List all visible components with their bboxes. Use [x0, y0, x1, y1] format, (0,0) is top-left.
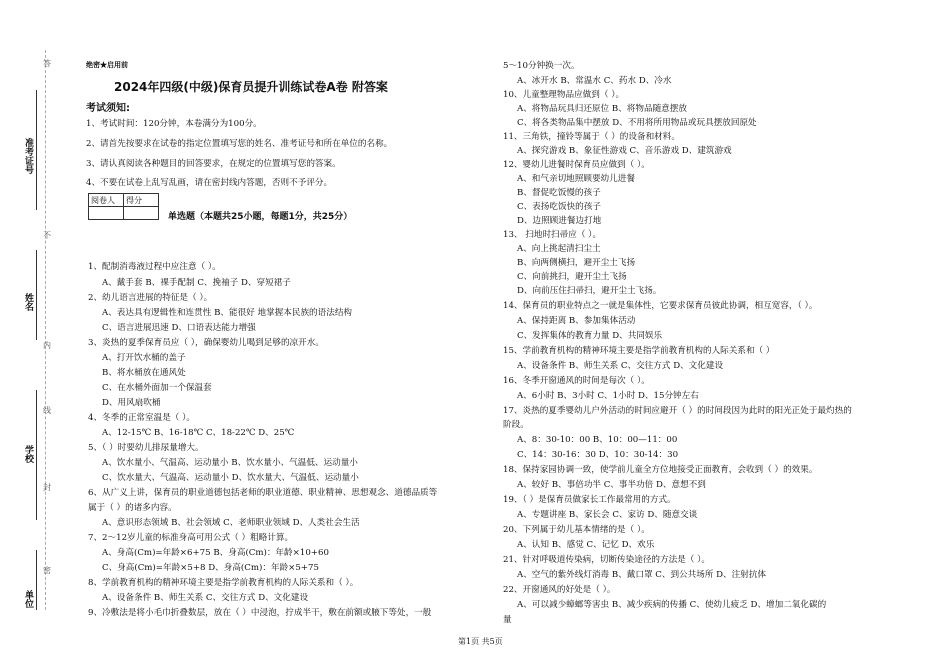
- page-title: 2024年四级(中级)保育员提升训练试卷A卷 附答案: [114, 80, 388, 94]
- option-line: A、戴手套 B、裸手配制 C、挽袖子 D、穿短裙子: [102, 278, 291, 288]
- reviewer-header: 阅卷人: [89, 194, 124, 207]
- label-unit: 单位: [23, 590, 33, 608]
- question-line: 11、三角铁，撞铃等属于（ ）的设备和材料。: [503, 132, 680, 142]
- note-item: 4、不要在试卷上乱写乱画，请在密封线内答题，否则不予评分。: [86, 178, 333, 188]
- question-line: 8、学前教育机构的精神环境主要是指学前教育机构的人际关系和（ ）。: [88, 578, 359, 588]
- label-name: 姓名: [23, 293, 33, 311]
- option-line: C、饮水量大、气温高、运动量小 D、饮水量大、气温低、运动量小: [102, 473, 359, 483]
- option-line: C、表扬吃饭快的孩子: [517, 202, 601, 212]
- option-line: 量: [503, 615, 512, 625]
- question-line: 21、针对呼吸道传染病，切断传染途径的方法是（ ）。: [503, 555, 711, 565]
- option-line: A、8：30-10：00 B、10：00—11：00: [517, 435, 678, 445]
- question-line: 4、冬季的正常室温是（ ）。: [88, 413, 196, 423]
- reviewer-cell[interactable]: [89, 207, 124, 220]
- option-line: A、饮水量小、气温高、运动量小 B、饮水量小、气温低、运动量小: [102, 458, 358, 468]
- secret-label: 绝密★启用前: [86, 60, 128, 69]
- option-line: A、较好 B、事倍功半 C、事半功倍 D、意想不到: [517, 480, 706, 490]
- option-line: A、12-15℃ B、16-18℃ C、18-22℃ D、25℃: [102, 428, 295, 438]
- option-line: B、督促吃饭慢的孩子: [517, 188, 601, 198]
- option-line: D、边照顾进餐边打地: [517, 216, 602, 226]
- name-underline: [36, 250, 37, 340]
- question-line: 属于（ ）的诸多内容。: [88, 503, 177, 513]
- option-line: C、向前挑扫，避开尘土飞扬: [517, 272, 627, 282]
- label-exam-number: 准考证号: [23, 138, 33, 174]
- option-line: A、可以减少蟑螂等害虫 B、减少疾病的传播 C、使幼儿疲乏 D、增加二氧化碳的: [517, 600, 827, 610]
- question-line: 19、（ ）是保育员做家长工作最常用的方式。: [503, 495, 676, 505]
- score-header: 得分: [124, 194, 159, 207]
- exam-number-underline: [36, 90, 37, 210]
- option-line: A、空气的紫外线灯消毒 B、戴口罩 C、到公共场所 D、注射抗体: [517, 570, 767, 580]
- option-line: A、表达具有逻辑性和连贯性 B、能很好 地掌握本民族的语法结构: [102, 308, 353, 318]
- question-line: 2、幼儿语言进展的特征是（ ）。: [88, 293, 213, 303]
- option-line: C、发挥集体的教育力量 D、共同娱乐: [517, 331, 663, 341]
- option-line: A、和气亲切地照顾要幼儿进餐: [517, 174, 635, 184]
- question-line: 16、冬季开窗通风的时间是每次（ ）。: [503, 376, 650, 386]
- label-school: 学校: [23, 445, 33, 463]
- section-heading: 单选题（本题共25小题，每题1分，共25分）: [168, 212, 353, 222]
- option-line: D、用风扇吹桶: [102, 398, 161, 408]
- school-underline: [36, 390, 37, 520]
- question-line: 18、保持家园协调一致，使学前儿童全方位地接受正面教育，会收到（ ）的效果。: [503, 465, 818, 475]
- option-line: A、打开饮水桶的盖子: [102, 353, 186, 363]
- option-line: A、探究游戏 B、象征性游戏 C、音乐游戏 D、建筑游戏: [517, 146, 732, 156]
- question-line: 14、保育员的职业特点之一就是集体性，它要求保育员彼此协调，相互宽容，（ ）。: [503, 301, 818, 311]
- question-line: 1、配制消毒液过程中应注意（ ）。: [88, 262, 221, 272]
- seal-mark-2: 不: [43, 231, 51, 240]
- question-line: 12、婴幼儿进餐时保育员应做到（ ）。: [503, 160, 650, 170]
- question-line: 7、2～12岁儿童的标准身高可用公式（ ）粗略计算。: [88, 533, 294, 543]
- option-line: C、14：30-16：30 D、10：30-14：30: [517, 450, 679, 460]
- question-line: 5、（ ）时要幼儿排尿量增大。: [88, 443, 204, 453]
- seal-mark-6: 密: [43, 566, 51, 575]
- question-line: 10、儿童整理物品应做到（ ）。: [503, 90, 625, 100]
- question-line: 9、冷敷法是将小毛巾折叠数层，放在（ ）中浸泡，拧成半干，敷在前额或腋下等处，一般: [88, 608, 432, 618]
- option-line: C、将各类物品集中摆放 D、不用将所用物品或玩具摆放回原处: [517, 118, 757, 128]
- option-line: A、专题讲座 B、家长会 C、家访 D、随意交谈: [517, 510, 698, 520]
- binding-dashed-line: [45, 50, 46, 610]
- option-line: A、认知 B、感觉 C、记忆 D、欢乐: [517, 540, 655, 550]
- question-line: 5～10分钟换一次。: [503, 61, 580, 71]
- option-line: C、语言进展迅速 D、口语表达能力增强: [102, 323, 256, 333]
- option-line: C、身高(Cm)=年龄×5+8 D、身高(Cm)：年龄×5+75: [102, 563, 319, 573]
- note-item: 3、请认真阅读各种题目的回答要求，在规定的位置填写您的答案。: [86, 159, 341, 169]
- option-line: C、在水桶外面加一个保温套: [102, 383, 212, 393]
- note-item: 1、考试时间：120分钟，本卷满分为100分。: [86, 119, 262, 129]
- question-line: 17、炎热的夏季婴幼儿户外活动的时间应避开（ ）的时间段因为此时的阳光正处于最灼热的: [503, 406, 852, 416]
- seal-mark-3: 内: [43, 341, 51, 350]
- option-line: A、冰开水 B、常温水 C、药水 D、冷水: [517, 76, 672, 86]
- option-line: A、将物品玩具归还原位 B、将物品随意摆放: [517, 104, 687, 114]
- question-line: 3、炎热的夏季保育员应（ ），确保婴幼儿喝到足够的凉开水。: [88, 338, 324, 348]
- binding-margin: [8, 50, 58, 620]
- note-item: 2、请首先按要求在试卷的指定位置填写您的姓名、准考证号和所在单位的名称。: [86, 139, 393, 149]
- option-line: A、设备条件 B、师生关系 C、交往方式 D、文化建设: [517, 361, 724, 371]
- question-line: 6、从广义上讲，保育员的职业道德包括老师的职业道德、职业精神、思想观念、道德品质等: [88, 488, 438, 498]
- option-line: A、身高(Cm)=年龄×6+75 B、身高(Cm)：年龄×10+60: [102, 548, 329, 558]
- option-line: A、意识形态领域 B、社会领域 C、老师职业领域 D、人类社会生活: [102, 518, 360, 528]
- page-number: 第1页 共5页: [458, 637, 503, 646]
- option-line: A、保持距离 B、参加集体活动: [517, 316, 636, 326]
- seal-mark-5: 封: [43, 483, 51, 492]
- notes-heading: 考试须知:: [86, 103, 130, 114]
- option-line: A、6小时 B、3小时 C、1小时 D、15分钟左右: [517, 391, 699, 401]
- question-line: 阶段。: [503, 420, 529, 430]
- option-line: A、向上挑起清扫尘土: [517, 244, 601, 254]
- score-cell[interactable]: [124, 207, 159, 220]
- seal-mark-1: 答: [43, 59, 51, 68]
- option-line: D、向前压住扫帚扫，避开尘土飞扬。: [517, 286, 662, 296]
- question-line: 15、学前教育机构的精神环境主要是指学前教育机构的人际关系和（ ）: [503, 346, 775, 356]
- option-line: A、设备条件 B、师生关系 C、交往方式 D、文化建设: [102, 593, 309, 603]
- question-line: 13、 扫地时扫帚应（ ）。: [503, 230, 602, 240]
- question-line: 22、开窗通风的好处是（ ）。: [503, 585, 616, 595]
- option-line: B、将水桶放在通风处: [102, 368, 186, 378]
- seal-mark-4: 线: [43, 406, 51, 415]
- score-table: [88, 193, 159, 220]
- unit-underline: [36, 550, 37, 610]
- question-line: 20、下列属于幼儿基本情绪的是（ ）。: [503, 525, 650, 535]
- option-line: B、向两侧横扫，避开尘土飞扬: [517, 258, 636, 268]
